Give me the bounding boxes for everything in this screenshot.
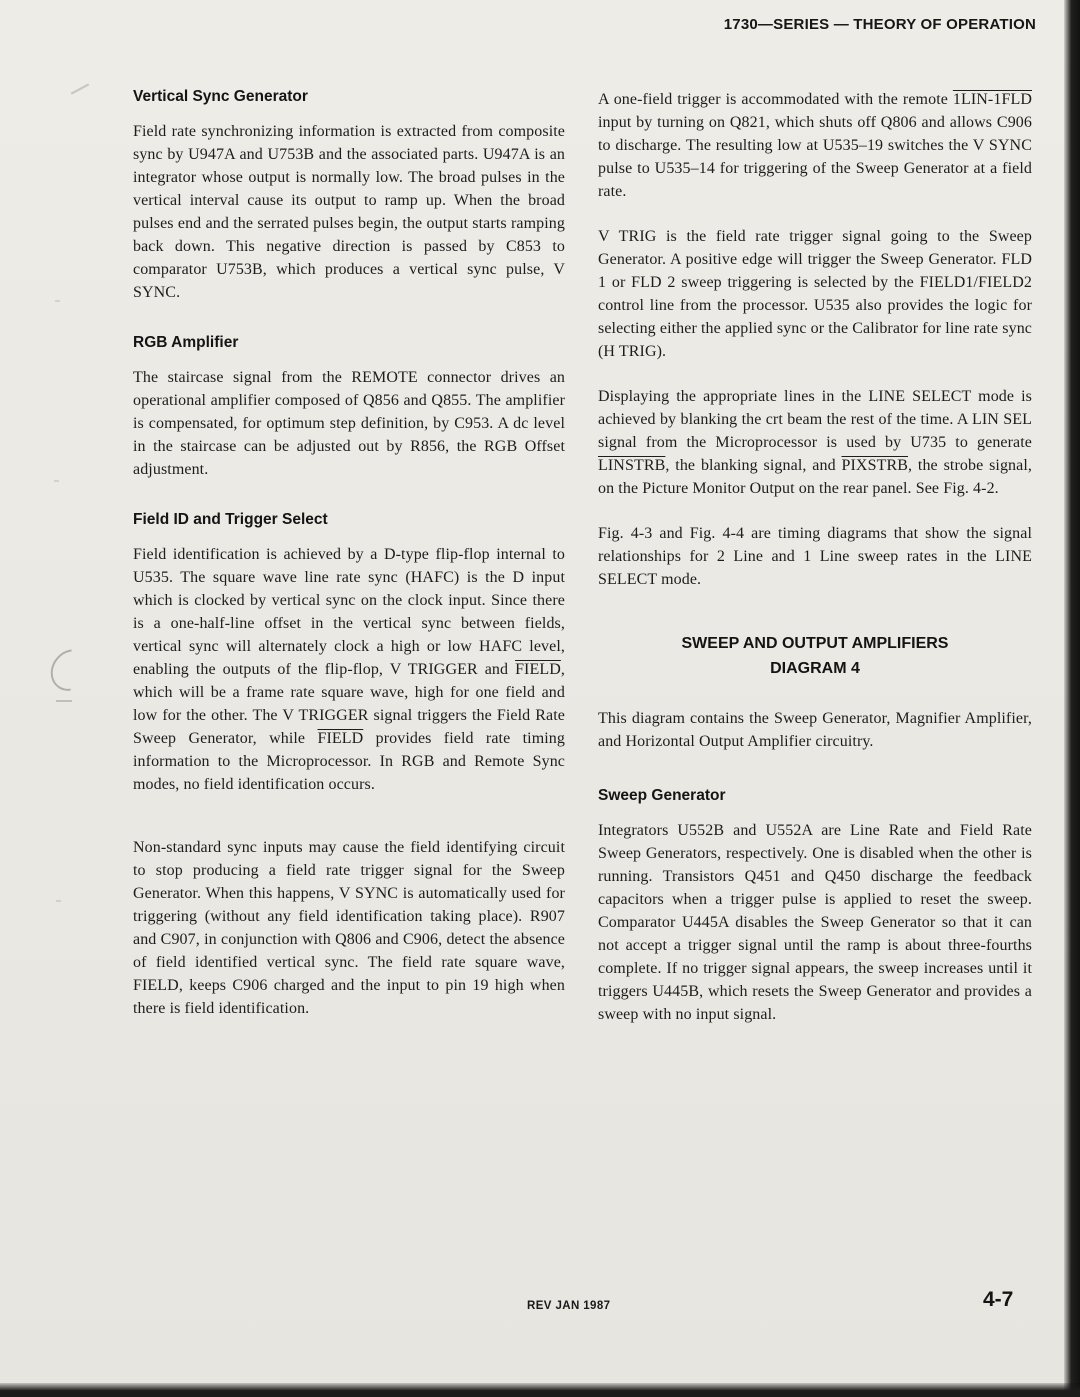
scan-artifact-speck: [56, 900, 61, 902]
main-heading-line1: SWEEP AND OUTPUT AMPLIFIERS: [681, 635, 949, 652]
paragraph-v-trig: V TRIG is the field rate trigger signal going to the Sweep Generator. A positive edge will trigger the Sweep Generator. FLD 1 or FLD 2 sweep triggering is selected by the FIELD1/FIELD2 control line from the processor. U535 also provides the logic for selecting either the applied sync or the Calibrator for line rate sync (H TRIG).: [598, 228, 1032, 360]
page-header: 1730—SERIES — THEORY OF OPERATION: [723, 16, 1036, 33]
paragraph-field-id-1: Field identification is achieved by a D-type flip-flop internal to U535. The square wave line rate sync (HAFC) is the D input which is clocked by vertical sync on the clock input. Since there is a one-half-line offset in the vertical sync between fields, vertical sync will alternately clock a high or low HAFC level, enabling the outputs of the flip-flop, V TRIGGER and FIELD, which will be a frame rate square wave, high for one field and low for the other. The V TRIGGER signal triggers the Field Rate Sweep Generator, while FIELD provides field rate timing information to the Microprocessor. In RGB and Remote Sync modes, no field identification occurs.: [133, 546, 565, 793]
page-content: [133, 88, 1032, 1048]
scan-artifact-dash: [56, 700, 72, 702]
section-heading-rgb-amplifier: RGB Amplifier: [133, 334, 239, 351]
paragraph-vertical-sync-generator: Field rate synchronizing information is extracted from composite sync by U947A and U753B and the associated parts. U947A is an integrator whose output is normally low. The broad pulses in the vertical interval cause its output to ramp up. When the broad pulses end and the serrated pulses begin, the output starts ramping back down. This negative direction is passed by C853 to comparator U753B, which produces a vertical sync pulse, V SYNC.: [133, 123, 565, 301]
footer-page-number: 4-7: [983, 1288, 1014, 1311]
scan-edge-right: [1064, 0, 1080, 1397]
scan-artifact-curve: [42, 641, 99, 699]
scan-artifact-speck: [54, 480, 59, 482]
section-heading-vertical-sync-generator: Vertical Sync Generator: [133, 88, 308, 105]
scan-artifact-speck: [55, 300, 60, 302]
scan-artifact-dash: [71, 83, 90, 94]
paragraph-line-select: Displaying the appropriate lines in the LINE SELECT mode is achieved by blanking the crt beam the rest of the time. A LIN SEL signal from the Microprocessor is used by U735 to generate LINSTRB, the blanking signal, and PIXSTRB, the strobe signal, on the Picture Monitor Output on the rear panel. See Fig. 4-2.: [598, 388, 1032, 497]
paragraph-field-id-2: Non-standard sync inputs may cause the field identifying circuit to stop producing a field rate trigger signal for the Sweep Generator. When this happens, V SYNC is automatically used for triggering (without any field identification taking place). R907 and C907, in conjunction with Q806 and C906, detect the absence of field identified vertical sync. The field rate square wave, FIELD, keeps C906 charged and the input to pin 19 high when there is field identification.: [133, 839, 565, 1017]
paragraph-timing-diagrams: Fig. 4-3 and Fig. 4-4 are timing diagrams that show the signal relationships for 2 Line and 1 Line sweep rates in the LINE SELECT mode.: [598, 525, 1032, 588]
right-column: [598, 88, 1032, 1048]
paragraph-sweep-generator: Integrators U552B and U552A are Line Rate and Field Rate Sweep Generators, respectively. One is disabled when the other is running. Transistors Q451 and Q450 discharge the feedback capacitors when a trigger pulse is applied to reset the sweep. Comparator U445A disables the Sweep Generator so that it can not accept a trigger signal until the ramp is about three-fourths complete. If no trigger signal appears, the sweep increases until it triggers U445B, which resets the Sweep Generator and provides a sweep with no input signal.: [598, 822, 1032, 1023]
paragraph-one-field-trigger: A one-field trigger is accommodated with the remote 1LIN-1FLD input by turning on Q821, which shuts off Q806 and allows C906 to discharge. The resulting low at U535–19 switches the V SYNC pulse to U535–14 for triggering of the Sweep Generator at a field rate.: [598, 91, 1032, 200]
section-heading-sweep-and-output-amplifiers: [598, 631, 1032, 681]
left-column: [133, 88, 565, 1048]
section-heading-sweep-generator: Sweep Generator: [598, 787, 726, 804]
paragraph-diagram-contents: This diagram contains the Sweep Generator, Magnifier Amplifier, and Horizontal Output Amplifier circuitry.: [598, 710, 1032, 750]
paragraph-rgb-amplifier: The staircase signal from the REMOTE connector drives an operational amplifier composed of Q856 and Q855. The amplifier is compensated, for optimum step definition, by C953. A dc level in the staircase can be adjusted out by R856, the RGB Offset adjustment.: [133, 369, 565, 478]
main-heading-line2: DIAGRAM 4: [770, 660, 860, 677]
scan-edge-bottom: [0, 1383, 1080, 1397]
section-heading-field-id-trigger-select: Field ID and Trigger Select: [133, 511, 328, 528]
footer-revision: REV JAN 1987: [527, 1300, 611, 1312]
